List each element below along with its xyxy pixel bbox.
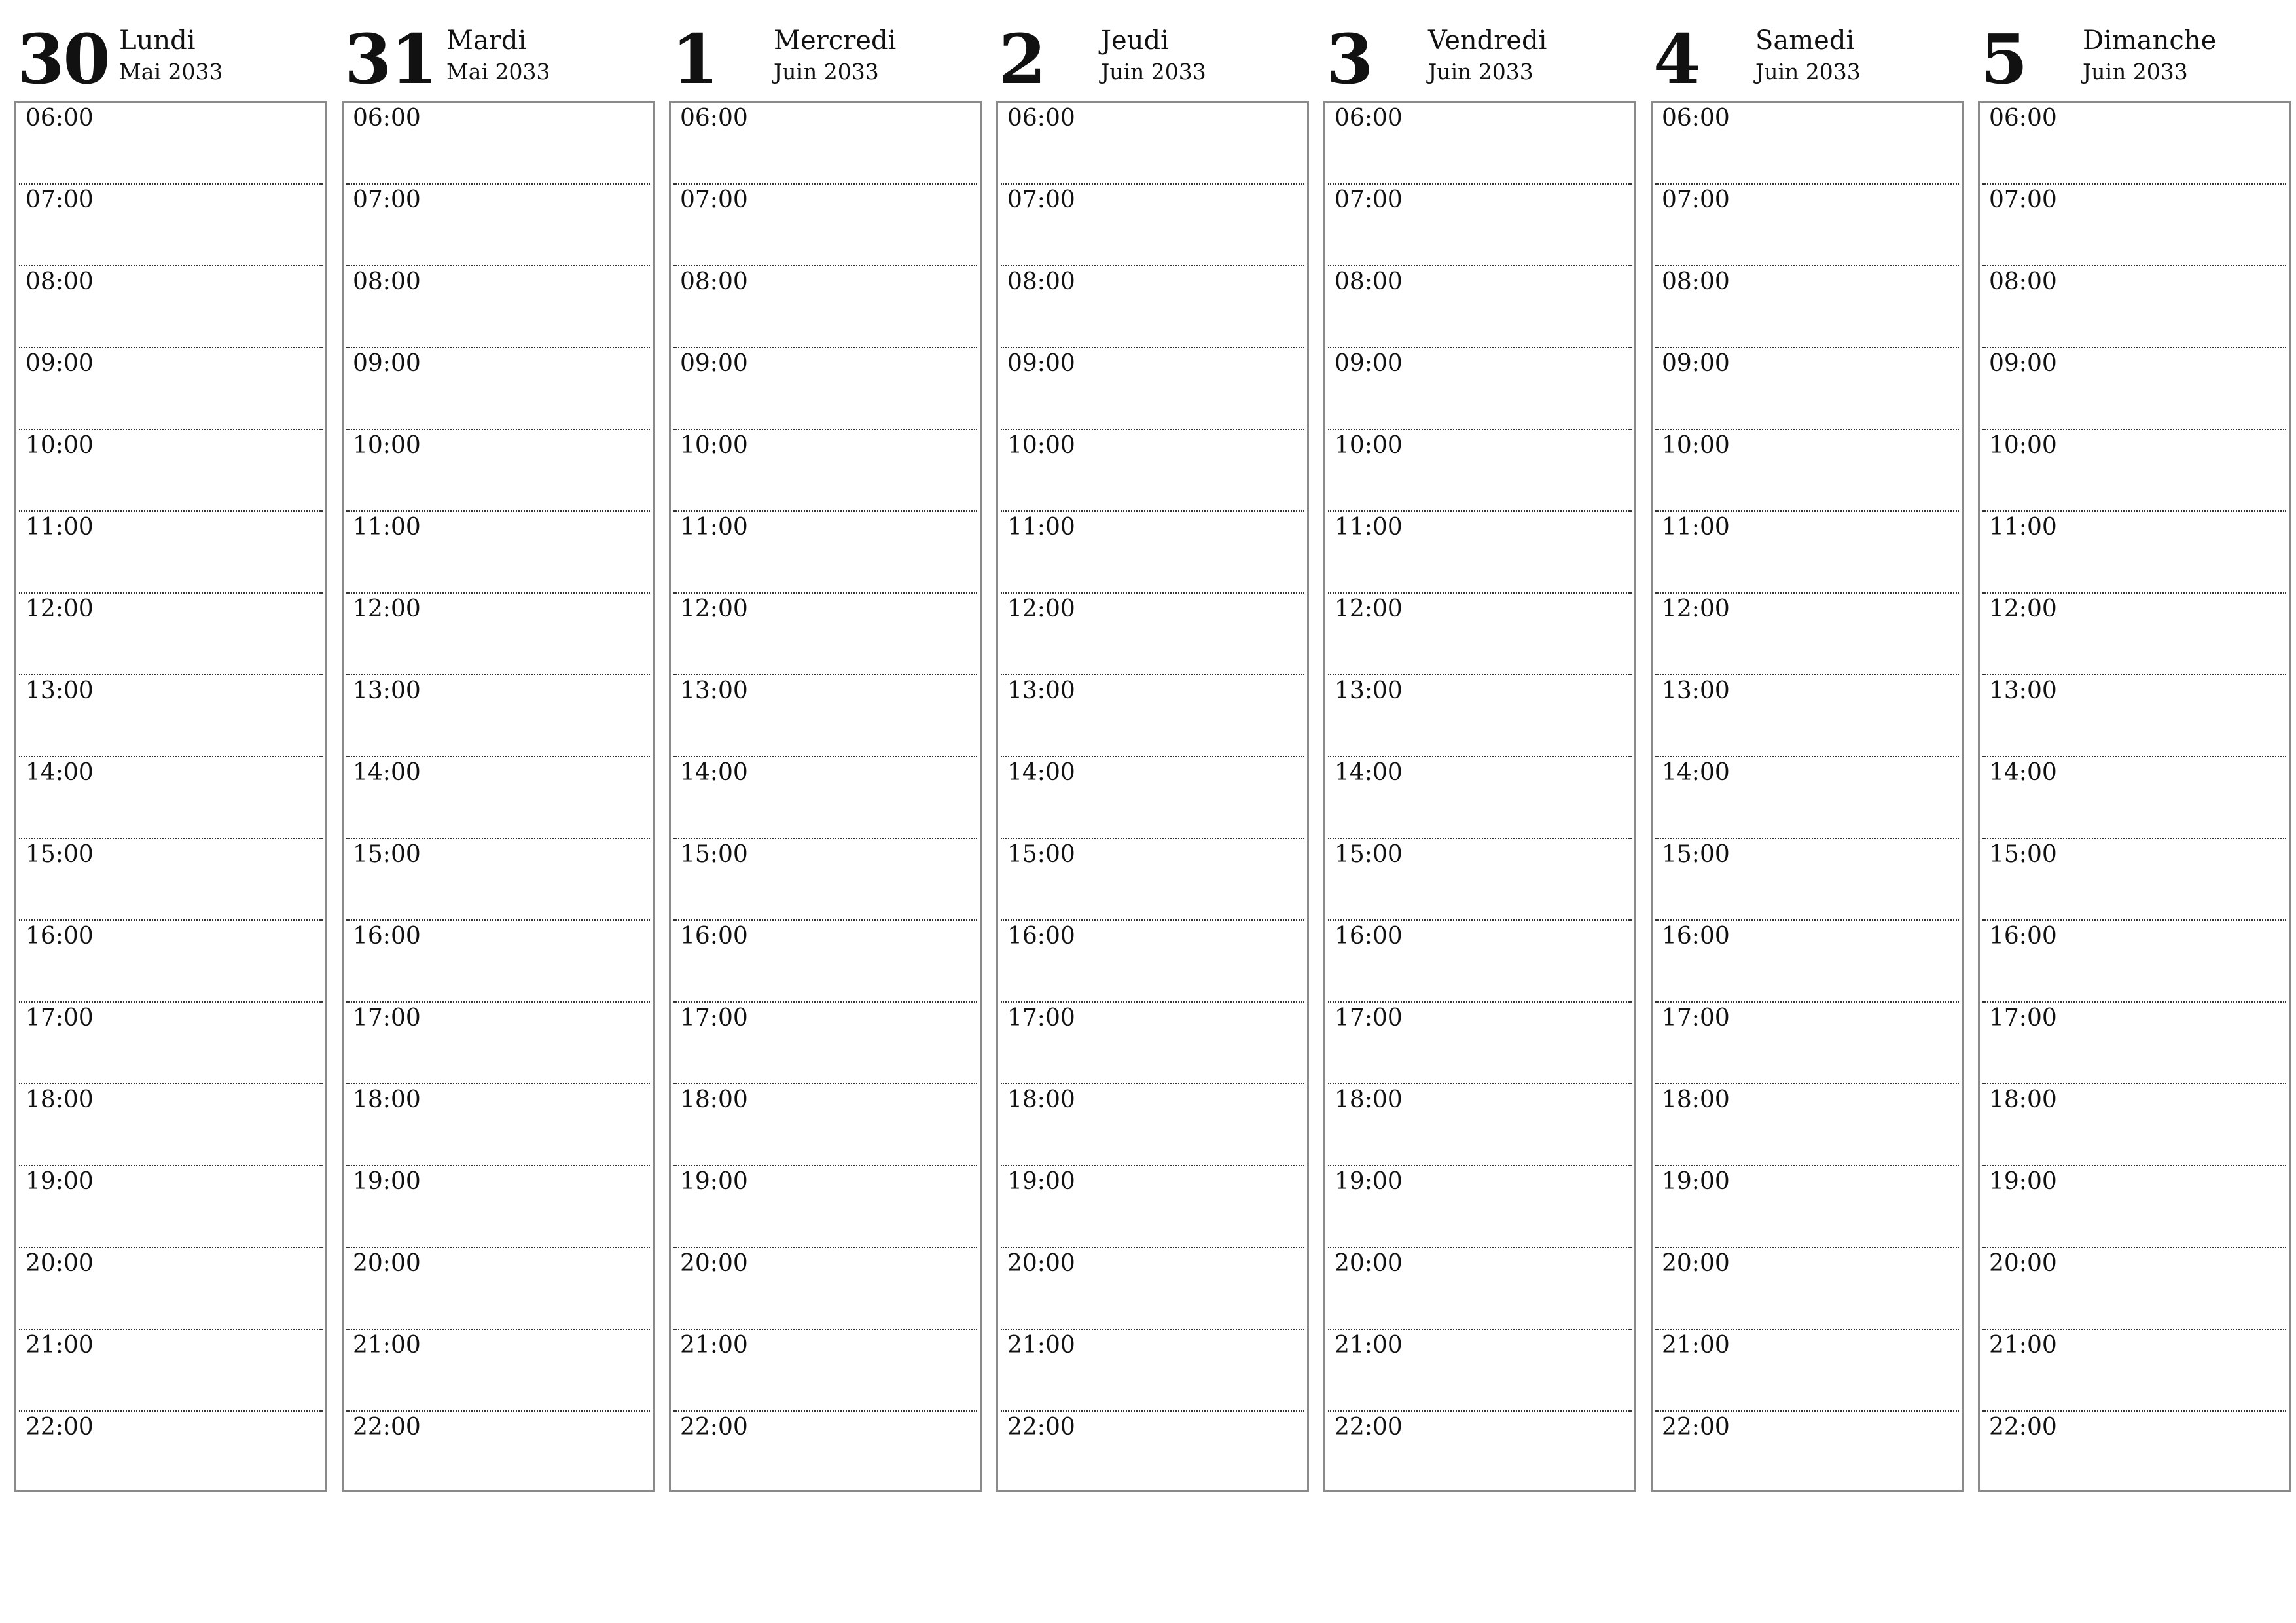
time-label: 14:00 <box>1989 759 2057 786</box>
time-slot[interactable] <box>1982 185 2286 266</box>
time-slot[interactable] <box>19 1248 323 1330</box>
time-label: 22:00 <box>353 1414 421 1440</box>
time-slot[interactable] <box>1001 266 1304 348</box>
time-slot[interactable] <box>1982 675 2286 757</box>
time-label: 09:00 <box>1662 350 1730 377</box>
time-slot[interactable] <box>19 430 323 512</box>
time-label: 18:00 <box>1335 1086 1403 1113</box>
time-slot[interactable] <box>1328 1412 1632 1493</box>
day-schedule <box>342 101 655 1492</box>
time-slot[interactable] <box>1328 1166 1632 1248</box>
time-slot[interactable] <box>1982 103 2286 185</box>
time-label: 17:00 <box>1989 1005 2057 1031</box>
time-slot[interactable] <box>1001 430 1304 512</box>
time-slot[interactable] <box>673 594 977 675</box>
time-label: 12:00 <box>1335 596 1403 622</box>
time-slot[interactable] <box>19 512 323 594</box>
time-slot[interactable] <box>1655 1412 1959 1493</box>
time-label: 20:00 <box>1989 1250 2057 1277</box>
day-month: Juin 2033 <box>774 59 879 84</box>
time-slot[interactable] <box>19 1412 323 1493</box>
time-slot[interactable] <box>1001 103 1304 185</box>
time-label: 19:00 <box>680 1168 748 1195</box>
time-slot[interactable] <box>346 430 650 512</box>
time-slot[interactable] <box>346 103 650 185</box>
time-label: 06:00 <box>1662 105 1730 132</box>
time-label: 15:00 <box>1007 841 1075 868</box>
time-label: 09:00 <box>680 350 748 377</box>
time-label: 14:00 <box>26 759 94 786</box>
time-slot[interactable] <box>1655 1166 1959 1248</box>
time-label: 19:00 <box>353 1168 421 1195</box>
time-label: 21:00 <box>1007 1332 1075 1359</box>
time-slot[interactable] <box>346 348 650 430</box>
day-header <box>1323 18 1636 101</box>
time-slot[interactable] <box>1328 839 1632 921</box>
time-label: 08:00 <box>1989 268 2057 295</box>
time-slot[interactable] <box>19 103 323 185</box>
time-slot[interactable] <box>1001 675 1304 757</box>
day-month: Mai 2033 <box>119 59 223 84</box>
day-schedule <box>1651 101 1964 1492</box>
time-label: 21:00 <box>1989 1332 2057 1359</box>
time-label: 10:00 <box>1007 432 1075 459</box>
time-label: 12:00 <box>1989 596 2057 622</box>
time-slot[interactable] <box>673 757 977 839</box>
time-slot[interactable] <box>1328 921 1632 1003</box>
day-name: Dimanche <box>2083 26 2217 56</box>
time-slot[interactable] <box>1982 1084 2286 1166</box>
time-slot[interactable] <box>19 348 323 430</box>
time-slot[interactable] <box>1328 757 1632 839</box>
time-label: 06:00 <box>680 105 748 132</box>
day-meta <box>1755 25 1861 88</box>
time-label: 17:00 <box>1007 1005 1075 1031</box>
time-slot[interactable] <box>1982 1412 2286 1493</box>
day-meta <box>1428 25 1547 88</box>
day-name: Mardi <box>446 26 527 56</box>
time-label: 08:00 <box>26 268 94 295</box>
time-slot[interactable] <box>673 1330 977 1412</box>
time-label: 19:00 <box>1662 1168 1730 1195</box>
time-slot[interactable] <box>1001 839 1304 921</box>
time-label: 17:00 <box>1335 1005 1403 1031</box>
time-label: 18:00 <box>353 1086 421 1113</box>
time-slot[interactable] <box>1982 266 2286 348</box>
day-header <box>1651 18 1964 101</box>
time-label: 06:00 <box>1989 105 2057 132</box>
time-label: 22:00 <box>680 1414 748 1440</box>
day-month: Mai 2033 <box>446 59 550 84</box>
day-number: 4 <box>1653 19 1700 99</box>
time-slot[interactable] <box>673 185 977 266</box>
time-slot[interactable] <box>346 1412 650 1493</box>
day-schedule <box>669 101 982 1492</box>
time-label: 15:00 <box>1335 841 1403 868</box>
time-slot[interactable] <box>673 348 977 430</box>
day-meta <box>446 25 550 88</box>
time-slot[interactable] <box>19 1166 323 1248</box>
time-slot[interactable] <box>1655 430 1959 512</box>
time-label: 16:00 <box>1335 923 1403 950</box>
time-label: 16:00 <box>1662 923 1730 950</box>
time-label: 11:00 <box>1335 514 1403 541</box>
time-label: 09:00 <box>1007 350 1075 377</box>
time-label: 10:00 <box>353 432 421 459</box>
time-label: 20:00 <box>353 1250 421 1277</box>
time-label: 08:00 <box>1007 268 1075 295</box>
day-number: 5 <box>1981 19 2027 99</box>
time-label: 11:00 <box>353 514 421 541</box>
day-header <box>14 18 327 101</box>
day-meta <box>119 25 223 88</box>
time-slot[interactable] <box>19 839 323 921</box>
time-label: 18:00 <box>1662 1086 1730 1113</box>
time-slot[interactable] <box>1982 1248 2286 1330</box>
time-label: 07:00 <box>680 187 748 213</box>
day-column-wednesday <box>669 18 982 1492</box>
time-label: 20:00 <box>1662 1250 1730 1277</box>
time-label: 13:00 <box>1335 677 1403 704</box>
time-slot[interactable] <box>1328 266 1632 348</box>
time-slot[interactable] <box>346 1003 650 1084</box>
time-label: 18:00 <box>26 1086 94 1113</box>
day-name: Lundi <box>119 26 196 56</box>
time-label: 12:00 <box>353 596 421 622</box>
time-slot[interactable] <box>1328 1084 1632 1166</box>
day-header <box>669 18 982 101</box>
time-slot[interactable] <box>673 1166 977 1248</box>
time-slot[interactable] <box>19 1084 323 1166</box>
time-label: 22:00 <box>1335 1414 1403 1440</box>
time-label: 09:00 <box>353 350 421 377</box>
time-label: 06:00 <box>1007 105 1075 132</box>
day-schedule <box>996 101 1309 1492</box>
time-slot[interactable] <box>1328 348 1632 430</box>
time-slot[interactable] <box>1328 1003 1632 1084</box>
time-label: 16:00 <box>26 923 94 950</box>
day-header <box>1978 18 2291 101</box>
time-label: 22:00 <box>1989 1414 2057 1440</box>
day-column-saturday <box>1651 18 1964 1492</box>
time-slot[interactable] <box>673 675 977 757</box>
day-header <box>342 18 655 101</box>
time-label: 07:00 <box>1989 187 2057 213</box>
time-label: 16:00 <box>353 923 421 950</box>
time-label: 10:00 <box>26 432 94 459</box>
time-slot[interactable] <box>1328 594 1632 675</box>
time-slot[interactable] <box>1655 1330 1959 1412</box>
time-slot[interactable] <box>1001 1330 1304 1412</box>
time-label: 14:00 <box>1007 759 1075 786</box>
time-slot[interactable] <box>346 512 650 594</box>
time-label: 21:00 <box>1335 1332 1403 1359</box>
time-slot[interactable] <box>673 512 977 594</box>
time-slot[interactable] <box>1328 103 1632 185</box>
time-label: 21:00 <box>1662 1332 1730 1359</box>
day-name: Mercredi <box>774 26 897 56</box>
time-label: 06:00 <box>1335 105 1403 132</box>
time-slot[interactable] <box>1001 512 1304 594</box>
time-label: 12:00 <box>1662 596 1730 622</box>
time-label: 17:00 <box>680 1005 748 1031</box>
time-slot[interactable] <box>346 1166 650 1248</box>
time-slot[interactable] <box>1982 594 2286 675</box>
time-label: 13:00 <box>26 677 94 704</box>
time-label: 13:00 <box>1007 677 1075 704</box>
time-slot[interactable] <box>1655 1248 1959 1330</box>
time-label: 19:00 <box>26 1168 94 1195</box>
time-slot[interactable] <box>1982 348 2286 430</box>
time-slot[interactable] <box>1001 1412 1304 1493</box>
time-slot[interactable] <box>346 1248 650 1330</box>
time-label: 18:00 <box>1007 1086 1075 1113</box>
time-slot[interactable] <box>1328 430 1632 512</box>
time-label: 13:00 <box>353 677 421 704</box>
day-meta <box>1101 25 1206 88</box>
time-label: 08:00 <box>1335 268 1403 295</box>
time-label: 21:00 <box>26 1332 94 1359</box>
time-slot[interactable] <box>1655 185 1959 266</box>
day-month: Juin 2033 <box>1101 59 1206 84</box>
time-label: 18:00 <box>680 1086 748 1113</box>
time-slot[interactable] <box>346 757 650 839</box>
time-label: 10:00 <box>1335 432 1403 459</box>
time-label: 17:00 <box>1662 1005 1730 1031</box>
time-label: 16:00 <box>680 923 748 950</box>
time-slot[interactable] <box>1655 757 1959 839</box>
day-number: 3 <box>1326 19 1372 99</box>
day-column-thursday <box>996 18 1309 1492</box>
time-label: 06:00 <box>26 105 94 132</box>
time-slot[interactable] <box>673 1412 977 1493</box>
time-slot[interactable] <box>1982 757 2286 839</box>
time-slot[interactable] <box>19 594 323 675</box>
day-name: Samedi <box>1755 26 1855 56</box>
day-schedule <box>14 101 327 1492</box>
time-label: 20:00 <box>26 1250 94 1277</box>
day-number: 2 <box>999 19 1045 99</box>
time-slot[interactable] <box>1001 1084 1304 1166</box>
time-label: 09:00 <box>1335 350 1403 377</box>
time-slot[interactable] <box>673 839 977 921</box>
time-slot[interactable] <box>1982 839 2286 921</box>
time-label: 07:00 <box>1662 187 1730 213</box>
time-slot[interactable] <box>1001 594 1304 675</box>
time-label: 16:00 <box>1989 923 2057 950</box>
time-label: 21:00 <box>353 1332 421 1359</box>
weekly-planner <box>14 18 2291 1492</box>
time-slot[interactable] <box>1655 594 1959 675</box>
time-label: 07:00 <box>1335 187 1403 213</box>
time-label: 19:00 <box>1335 1168 1403 1195</box>
time-label: 11:00 <box>26 514 94 541</box>
day-number: 1 <box>672 19 718 99</box>
time-label: 18:00 <box>1989 1086 2057 1113</box>
time-label: 10:00 <box>1989 432 2057 459</box>
time-label: 07:00 <box>26 187 94 213</box>
time-label: 10:00 <box>680 432 748 459</box>
time-label: 20:00 <box>680 1250 748 1277</box>
time-slot[interactable] <box>1655 266 1959 348</box>
time-slot[interactable] <box>1655 1003 1959 1084</box>
day-meta <box>774 25 896 88</box>
time-label: 11:00 <box>1989 514 2057 541</box>
time-slot[interactable] <box>19 757 323 839</box>
time-label: 22:00 <box>1662 1414 1730 1440</box>
day-schedule <box>1978 101 2291 1492</box>
time-slot[interactable] <box>1655 839 1959 921</box>
time-slot[interactable] <box>1001 921 1304 1003</box>
time-label: 12:00 <box>26 596 94 622</box>
time-slot[interactable] <box>19 1003 323 1084</box>
day-column-monday <box>14 18 327 1492</box>
time-label: 20:00 <box>1007 1250 1075 1277</box>
time-slot[interactable] <box>346 1084 650 1166</box>
time-label: 15:00 <box>353 841 421 868</box>
day-number: 30 <box>17 19 109 99</box>
time-slot[interactable] <box>19 921 323 1003</box>
day-number: 31 <box>344 19 437 99</box>
time-slot[interactable] <box>1001 757 1304 839</box>
time-slot[interactable] <box>1328 1248 1632 1330</box>
time-label: 10:00 <box>1662 432 1730 459</box>
time-slot[interactable] <box>19 185 323 266</box>
time-label: 15:00 <box>26 841 94 868</box>
time-label: 08:00 <box>353 268 421 295</box>
day-meta <box>2083 25 2216 88</box>
time-label: 07:00 <box>353 187 421 213</box>
time-slot[interactable] <box>1982 921 2286 1003</box>
time-slot[interactable] <box>1982 1166 2286 1248</box>
time-label: 16:00 <box>1007 923 1075 950</box>
time-slot[interactable] <box>19 1330 323 1412</box>
time-label: 11:00 <box>680 514 748 541</box>
time-slot[interactable] <box>1655 921 1959 1003</box>
time-label: 09:00 <box>1989 350 2057 377</box>
time-slot[interactable] <box>1655 675 1959 757</box>
day-month: Juin 2033 <box>1428 59 1534 84</box>
day-column-tuesday <box>342 18 655 1492</box>
time-slot[interactable] <box>1982 1003 2286 1084</box>
time-label: 22:00 <box>1007 1414 1075 1440</box>
time-slot[interactable] <box>1982 512 2286 594</box>
time-slot[interactable] <box>673 266 977 348</box>
time-label: 11:00 <box>1662 514 1730 541</box>
time-slot[interactable] <box>1328 512 1632 594</box>
day-month: Juin 2033 <box>1755 59 1861 84</box>
time-label: 21:00 <box>680 1332 748 1359</box>
time-label: 14:00 <box>1335 759 1403 786</box>
time-label: 15:00 <box>1662 841 1730 868</box>
time-slot[interactable] <box>346 921 650 1003</box>
day-month: Juin 2033 <box>2083 59 2188 84</box>
time-slot[interactable] <box>1655 512 1959 594</box>
time-label: 12:00 <box>680 596 748 622</box>
time-slot[interactable] <box>673 1248 977 1330</box>
day-column-sunday <box>1978 18 2291 1492</box>
day-name: Jeudi <box>1101 26 1169 56</box>
time-slot[interactable] <box>1001 1003 1304 1084</box>
time-slot[interactable] <box>1328 1330 1632 1412</box>
time-slot[interactable] <box>1001 185 1304 266</box>
day-column-friday <box>1323 18 1636 1492</box>
time-label: 14:00 <box>353 759 421 786</box>
time-label: 08:00 <box>680 268 748 295</box>
time-label: 17:00 <box>353 1005 421 1031</box>
time-label: 17:00 <box>26 1005 94 1031</box>
time-slot[interactable] <box>19 675 323 757</box>
time-slot[interactable] <box>346 839 650 921</box>
day-schedule <box>1323 101 1636 1492</box>
time-label: 13:00 <box>1989 677 2057 704</box>
time-slot[interactable] <box>673 1084 977 1166</box>
time-label: 19:00 <box>1989 1168 2057 1195</box>
time-slot[interactable] <box>1328 675 1632 757</box>
time-slot[interactable] <box>1001 1166 1304 1248</box>
time-slot[interactable] <box>1982 1330 2286 1412</box>
time-label: 12:00 <box>1007 596 1075 622</box>
time-label: 14:00 <box>680 759 748 786</box>
time-slot[interactable] <box>1655 1084 1959 1166</box>
time-slot[interactable] <box>1982 430 2286 512</box>
time-slot[interactable] <box>346 266 650 348</box>
time-label: 09:00 <box>26 350 94 377</box>
day-header <box>996 18 1309 101</box>
time-slot[interactable] <box>1655 103 1959 185</box>
time-label: 13:00 <box>1662 677 1730 704</box>
time-slot[interactable] <box>1328 185 1632 266</box>
time-label: 15:00 <box>1989 841 2057 868</box>
time-slot[interactable] <box>1655 348 1959 430</box>
time-label: 19:00 <box>1007 1168 1075 1195</box>
time-slot[interactable] <box>346 1330 650 1412</box>
time-slot[interactable] <box>673 1003 977 1084</box>
time-label: 11:00 <box>1007 514 1075 541</box>
time-label: 14:00 <box>1662 759 1730 786</box>
time-slot[interactable] <box>1001 348 1304 430</box>
time-slot[interactable] <box>673 430 977 512</box>
time-label: 15:00 <box>680 841 748 868</box>
time-slot[interactable] <box>673 921 977 1003</box>
time-slot[interactable] <box>1001 1248 1304 1330</box>
time-label: 07:00 <box>1007 187 1075 213</box>
time-slot[interactable] <box>673 103 977 185</box>
time-label: 06:00 <box>353 105 421 132</box>
time-label: 22:00 <box>26 1414 94 1440</box>
day-name: Vendredi <box>1428 26 1547 56</box>
time-label: 20:00 <box>1335 1250 1403 1277</box>
time-slot[interactable] <box>346 675 650 757</box>
time-slot[interactable] <box>19 266 323 348</box>
time-label: 13:00 <box>680 677 748 704</box>
time-label: 08:00 <box>1662 268 1730 295</box>
time-slot[interactable] <box>346 185 650 266</box>
time-slot[interactable] <box>346 594 650 675</box>
